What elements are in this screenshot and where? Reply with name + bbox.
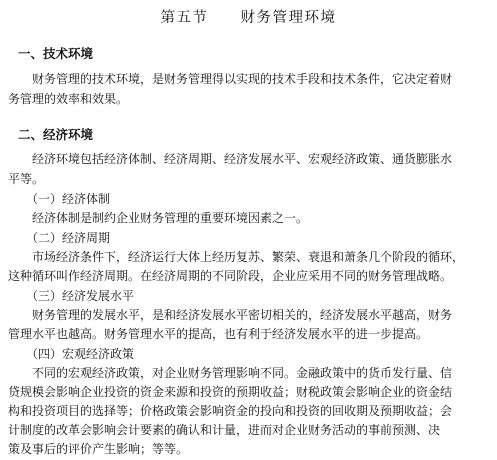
macro-policy-line-4: 计制度的改革会影响会计要素的确认和计量，进而对企业财务活动的事前预测、决 xyxy=(8,423,441,437)
macro-policy-line-1: 不同的宏观经济政策，对企业财务管理影响不同。金融政策中的货币发行量、信 xyxy=(32,366,453,380)
heading-tech-environment: 一、技术环境 xyxy=(18,46,94,61)
section-number: 第五节 xyxy=(160,10,209,26)
macro-policy-line-2: 贷规模会影响企业投资的资金来源和投资的预期收益；财税政策会影响企业的资金结 xyxy=(8,385,453,399)
development-level-line-2: 管理水平也越高。财务管理水平的提高，也有利于经济发展水平的进一步提高。 xyxy=(8,327,429,341)
macro-policy-line-3: 构和投资项目的选择等；价格政策会影响资金的投向和投资的回收期及预期收益；会 xyxy=(8,404,453,418)
development-level-line-1: 财务管理的发展水平，是和经济发展水平密切相关的，经济发展水平越高，财务 xyxy=(32,308,453,322)
tech-paragraph-line-1: 财务管理的技术环境，是财务管理得以实现的技术手段和技术条件，它决定着财 xyxy=(32,72,453,86)
subheading-economic-cycle: （二）经济周期 xyxy=(26,231,111,245)
subheading-macro-policy: （四）宏观经济政策 xyxy=(26,347,135,361)
macro-policy-line-5: 策及事后的评价产生影响；等等。 xyxy=(8,442,189,456)
section-title xyxy=(0,6,497,27)
econ-intro-line-1: 经济环境包括经济体制、经济周期、经济发展水平、宏观经济政策、通货膨胀水 xyxy=(32,152,453,166)
subheading-economic-system: （一）经济体制 xyxy=(26,192,111,206)
economic-system-text: 经济体制是制约企业财务管理的重要环境因素之一。 xyxy=(32,211,309,225)
section-heading: 财务管理环境 xyxy=(240,10,337,26)
econ-intro-line-2: 平等。 xyxy=(8,172,45,186)
heading-econ-environment: 二、经济环境 xyxy=(18,127,94,142)
tech-paragraph-line-2: 务管理的效率和效果。 xyxy=(8,92,129,106)
subheading-development-level: （三）经济发展水平 xyxy=(26,289,135,303)
economic-cycle-line-1: 市场经济条件下，经济运行大体上经历复苏、繁荣、衰退和萧条几个阶段的循环， xyxy=(32,250,465,264)
economic-cycle-line-2: 这种循环叫作经济周期。在经济周期的不同阶段，企业应采用不同的财务管理战略。 xyxy=(8,269,453,283)
